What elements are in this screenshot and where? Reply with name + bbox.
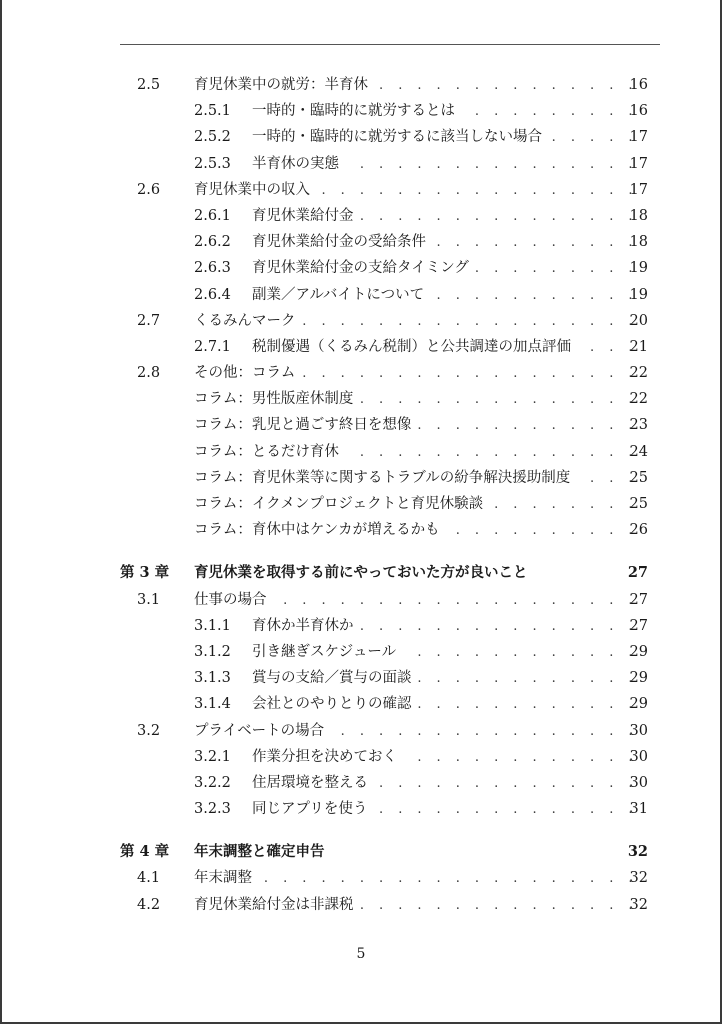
- dot-leader: [374, 771, 638, 797]
- toc-entry-title: 一時的・臨時的に就労するに該当しない場合: [252, 129, 542, 146]
- toc-entry-number: 第 4 章: [120, 843, 170, 861]
- dot-leader: [360, 893, 639, 919]
- toc-entry-leader: [194, 865, 638, 892]
- toc-entry-page: 27: [627, 564, 648, 582]
- toc-entry-number: 2.6.2: [194, 234, 231, 251]
- dot-leader: [330, 719, 638, 745]
- toc-entry[interactable]: [2, 72, 720, 98]
- toc-entry-page: 31: [629, 801, 648, 818]
- toc-entry-page: 30: [629, 748, 648, 765]
- toc-entry-page: 17: [629, 129, 648, 146]
- toc-entry-leader: [252, 691, 638, 718]
- toc-entry-leader: [252, 203, 638, 230]
- toc-entry-number: 2.5: [137, 77, 161, 93]
- toc-entry-number: 2.5.1: [194, 103, 231, 120]
- toc-entry-page: 29: [629, 670, 648, 687]
- dot-leader: [475, 256, 638, 282]
- toc-entry-number: 2.5.2: [194, 129, 231, 146]
- toc-entry-leader: [252, 665, 638, 692]
- toc-entry-leader: [194, 360, 638, 387]
- dot-leader: [461, 99, 638, 125]
- toc-entry-title: 住居環境を整える: [252, 774, 368, 791]
- toc-entry-leader: [252, 613, 638, 640]
- toc-entry-leader: [252, 770, 638, 797]
- dot-leader: [360, 614, 639, 640]
- toc-entry-page: 19: [629, 286, 648, 303]
- toc-entry-number: 2.6: [137, 181, 161, 198]
- dot-leader: [316, 178, 638, 204]
- toc-entry-leader: [194, 439, 638, 466]
- toc-entry-leader: [252, 151, 638, 178]
- dot-leader: [360, 204, 639, 230]
- toc-entry-leader: [194, 560, 638, 586]
- toc-entry[interactable]: [2, 491, 720, 517]
- toc-entry[interactable]: [2, 865, 720, 891]
- toc-entry-title: 育児休業給付金の支給タイミング: [252, 260, 469, 277]
- toc-entry-title: 年末調整: [194, 870, 252, 887]
- toc-entry-number: 3.1: [137, 591, 161, 608]
- toc-entry-number: 2.7.1: [194, 338, 231, 355]
- toc-entry-title: コラム：育児休業等に関するトラブルの紛争解決援助制度: [194, 469, 571, 486]
- dot-leader: [403, 745, 638, 771]
- toc-entry-page: 21: [629, 338, 648, 355]
- toc-entry-leader: [194, 491, 638, 518]
- toc-entry-page: 32: [627, 843, 648, 861]
- dot-leader: [374, 73, 638, 99]
- toc-entry-number: 3.1.4: [194, 696, 231, 713]
- dot-leader: [417, 413, 638, 439]
- toc-entry-page: 23: [629, 417, 648, 434]
- toc-entry-page: 17: [629, 155, 648, 172]
- toc-entry-title: 育児休業給付金の受給条件: [252, 234, 426, 251]
- toc-entry-page: 25: [629, 496, 648, 512]
- toc-entry[interactable]: [2, 465, 720, 491]
- toc-entry-leader: [194, 517, 638, 544]
- section-gap: [2, 822, 720, 839]
- toc-entry-page: 29: [629, 643, 648, 660]
- toc-entry[interactable]: [2, 98, 720, 124]
- toc-entry-leader: [252, 282, 638, 309]
- toc-entry-title: コラム：とるだけ育休: [194, 443, 339, 460]
- toc-entry-number: 4.2: [137, 896, 161, 913]
- toc-entry-number: 2.6.1: [194, 207, 231, 224]
- dot-leader: [359, 387, 638, 413]
- dot-leader: [258, 866, 638, 892]
- toc-entry[interactable]: [2, 308, 720, 334]
- dot-leader: [373, 797, 638, 823]
- dot-leader: [418, 666, 639, 692]
- toc-entry-page: 16: [629, 103, 648, 120]
- toc-entry-leader: [252, 255, 638, 282]
- dot-leader: [402, 640, 638, 666]
- toc-entry-title: その他：コラム: [194, 365, 296, 382]
- toc-entry-page: 19: [629, 260, 648, 277]
- dot-leader: [345, 440, 638, 466]
- dot-leader: [418, 692, 639, 718]
- toc-entry-leader: [252, 334, 638, 361]
- toc-entry-title: 会社とのやりとりの確認: [252, 696, 412, 713]
- toc-entry[interactable]: [2, 613, 720, 639]
- toc-entry[interactable]: [2, 151, 720, 177]
- toc-entry-leader: [194, 465, 638, 492]
- toc-entry-title: 年末調整と確定申告: [194, 843, 325, 861]
- dot-leader: [302, 309, 639, 335]
- toc-entry-leader: [194, 587, 638, 614]
- toc-entry-title: 育児休業給付金は非課税: [194, 896, 354, 913]
- toc-entry[interactable]: [2, 203, 720, 229]
- toc-entry-page: 17: [629, 181, 648, 198]
- toc-entry[interactable]: [2, 587, 720, 613]
- toc-entry-page: 27: [629, 591, 648, 608]
- toc-entry-title: プライベートの場合: [194, 722, 325, 739]
- toc-entry[interactable]: [2, 124, 720, 150]
- toc-entry-page: 32: [629, 870, 648, 887]
- toc-entry[interactable]: [2, 691, 720, 717]
- toc-entry-title: 一時的・臨時的に就労するとは: [252, 103, 455, 120]
- toc-entry-title: 育休か半育休か: [252, 617, 354, 634]
- toc-entry[interactable]: [2, 744, 720, 770]
- toc-entry-title: コラム：育休中はケンカが増えるかも: [194, 522, 440, 539]
- toc-entry-title: 半育休の実態: [252, 155, 339, 172]
- table-of-contents: [2, 72, 720, 918]
- toc-entry-title: くるみんマーク: [194, 312, 296, 329]
- toc-entry-title: 育児休業給付金: [252, 207, 354, 224]
- toc-entry-number: 3.1.2: [194, 643, 231, 660]
- toc-chapter-entry[interactable]: [2, 560, 720, 586]
- page-number: 5: [356, 946, 366, 962]
- toc-entry-title: 育児休業を取得する前にやっておいた方が良いこと: [194, 564, 528, 582]
- document-page: [2, 0, 720, 1022]
- toc-entry[interactable]: [2, 665, 720, 691]
- toc-entry-number: 3.2: [137, 722, 161, 739]
- toc-entry-leader: [252, 639, 638, 666]
- toc-entry-page: 24: [629, 443, 648, 460]
- toc-entry-title: コラム：イクメンプロジェクトと育児休験談: [194, 496, 484, 512]
- toc-entry[interactable]: [2, 718, 720, 744]
- toc-entry[interactable]: [2, 334, 720, 360]
- toc-entry-page: 22: [629, 391, 648, 408]
- toc-entry-title: コラム：男性版産休制度: [194, 391, 354, 408]
- toc-entry-page: 26: [629, 522, 648, 539]
- toc-entry[interactable]: [2, 439, 720, 465]
- toc-entry-title: 育児休業中の就労：半育休: [194, 77, 368, 93]
- toc-entry-number: 3.1.3: [194, 670, 231, 687]
- dot-leader: [432, 230, 638, 256]
- toc-entry-leader: [194, 308, 638, 335]
- toc-entry-page: 25: [629, 469, 648, 486]
- header-rule: [120, 44, 660, 45]
- dot-leader: [548, 125, 638, 151]
- toc-entry-number: 3.2.2: [194, 774, 231, 791]
- dot-leader: [345, 152, 638, 178]
- toc-entry[interactable]: [2, 177, 720, 203]
- toc-entry-page: 30: [629, 774, 648, 791]
- dot-leader: [446, 518, 638, 544]
- toc-entry-leader: [194, 177, 638, 204]
- toc-entry[interactable]: [2, 386, 720, 412]
- dot-leader: [489, 492, 638, 518]
- toc-entry-page: 20: [629, 312, 648, 329]
- toc-entry-leader: [252, 744, 638, 771]
- toc-entry-number: 2.5.3: [194, 155, 231, 172]
- toc-entry[interactable]: [2, 282, 720, 308]
- toc-entry-title: 作業分担を決めておく: [252, 748, 397, 765]
- toc-entry-title: 税制優遇（くるみん税制）と公共調達の加点評価: [252, 338, 571, 355]
- toc-entry[interactable]: [2, 796, 720, 822]
- dot-leader: [430, 283, 638, 309]
- toc-entry[interactable]: [2, 229, 720, 255]
- section-gap: [2, 543, 720, 560]
- toc-entry-page: 18: [629, 234, 648, 251]
- toc-entry-leader: [252, 98, 638, 125]
- toc-entry-title: コラム：乳児と過ごす終日を想像: [194, 417, 412, 434]
- toc-entry-title: 引き継ぎスケジュール: [252, 643, 397, 660]
- dot-leader: [273, 588, 639, 614]
- toc-entry-number: 2.7: [137, 312, 161, 329]
- toc-entry-page: 18: [629, 207, 648, 224]
- toc-entry-title: 賞与の支給／賞与の面談: [252, 670, 412, 687]
- toc-entry-page: 22: [629, 365, 648, 382]
- toc-entry-title: 副業／アルバイトについて: [252, 286, 425, 303]
- toc-entry-leader: [252, 796, 638, 823]
- toc-entry-title: 育児休業中の収入: [194, 181, 310, 198]
- toc-chapter-entry[interactable]: [2, 839, 720, 865]
- toc-entry-leader: [194, 892, 638, 919]
- toc-entry-leader: [194, 72, 638, 99]
- toc-entry[interactable]: [2, 517, 720, 543]
- toc-entry[interactable]: [2, 639, 720, 665]
- toc-entry[interactable]: [2, 892, 720, 918]
- toc-entry-number: 3.2.3: [194, 801, 231, 818]
- toc-entry[interactable]: [2, 360, 720, 386]
- toc-entry-title: 仕事の場合: [194, 591, 267, 608]
- toc-entry-page: 16: [629, 77, 648, 93]
- toc-entry-page: 32: [629, 896, 648, 913]
- toc-entry-number: 2.6.3: [194, 260, 231, 277]
- toc-entry-page: 27: [629, 617, 648, 634]
- toc-entry-leader: [194, 839, 638, 865]
- toc-entry-number: 2.8: [137, 365, 161, 382]
- toc-entry-number: 3.2.1: [194, 748, 231, 765]
- toc-entry[interactable]: [2, 770, 720, 796]
- toc-entry-page: 30: [629, 722, 648, 739]
- toc-entry-number: 4.1: [137, 870, 161, 887]
- toc-entry-number: 2.6.4: [194, 286, 231, 303]
- toc-entry-title: 同じアプリを使う: [252, 801, 368, 818]
- toc-entry[interactable]: [2, 412, 720, 438]
- toc-entry-leader: [252, 229, 638, 256]
- toc-entry-number: 3.1.1: [194, 617, 231, 634]
- toc-entry-leader: [194, 718, 638, 745]
- toc-entry-leader: [252, 124, 638, 151]
- toc-entry[interactable]: [2, 255, 720, 281]
- toc-entry-page: 29: [629, 696, 648, 713]
- toc-entry-number: 第 3 章: [120, 564, 170, 582]
- toc-entry-leader: [194, 412, 638, 439]
- toc-entry-leader: [194, 386, 638, 413]
- dot-leader: [301, 361, 638, 387]
